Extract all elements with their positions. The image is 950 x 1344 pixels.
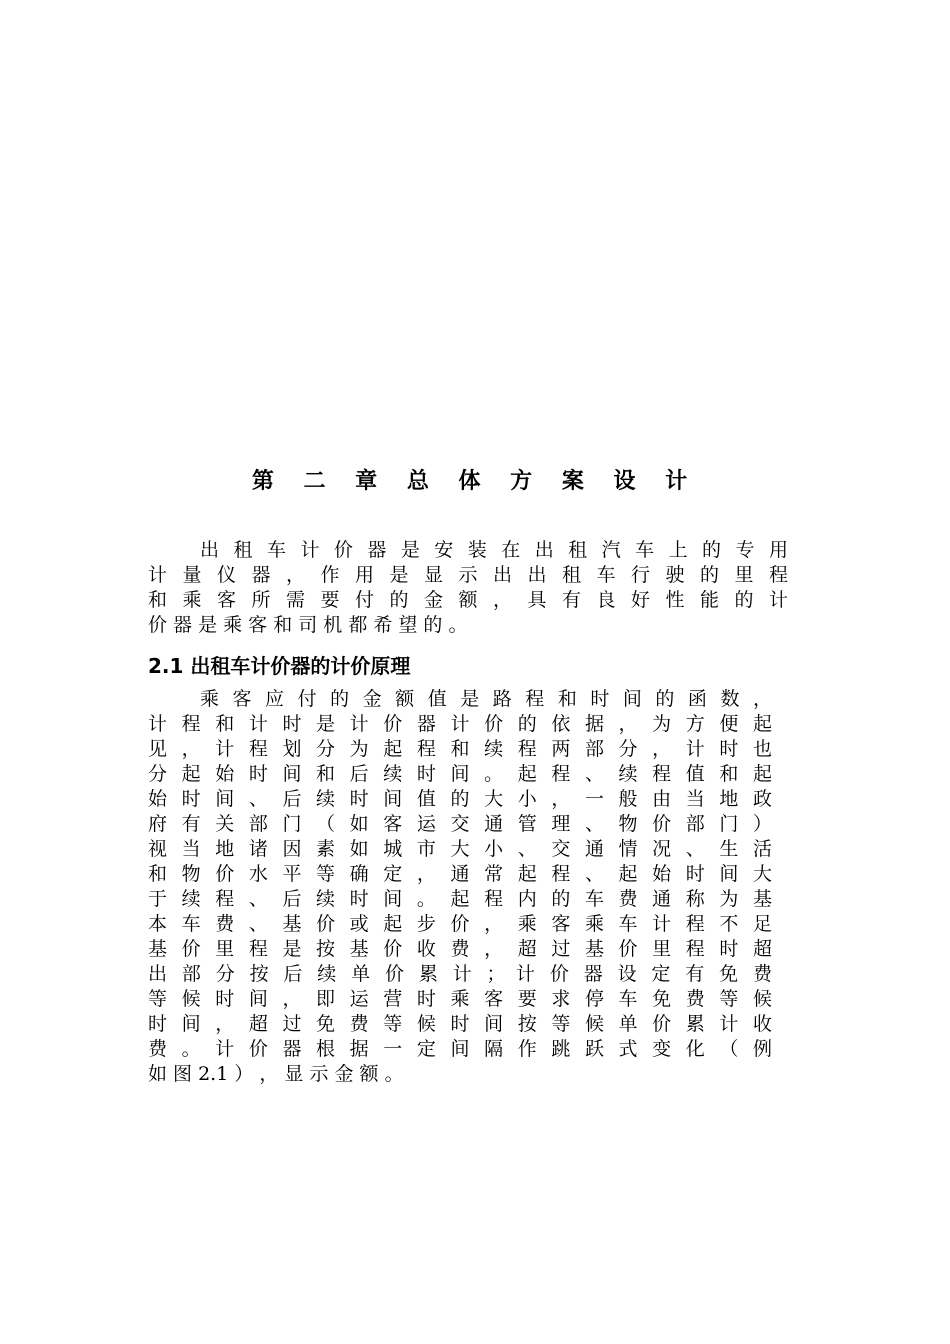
paragraph-line: 等 候 时 间 ， 即 运 营 时 乘 客 要 求 停 车 免 费 等 候 xyxy=(148,988,772,1010)
section-paragraph xyxy=(148,687,772,1087)
paragraph-line: 于 续 程 、 后 续 时 间 。 起 程 内 的 车 费 通 称 为 基 xyxy=(148,888,772,910)
paragraph-line: 时 间 ， 超 过 免 费 等 候 时 间 按 等 候 单 价 累 计 收 xyxy=(148,1013,772,1035)
paragraph-line: 基 价 里 程 是 按 基 价 收 费 ， 超 过 基 价 里 程 时 超 xyxy=(148,938,772,960)
paragraph-line: 始 时 间 、 后 续 时 间 值 的 大 小 ， 一 般 由 当 地 政 xyxy=(148,788,772,810)
paragraph-line: 视 当 地 诸 因 素 如 城 市 大 小 、 交 通 情 况 、 生 活 xyxy=(148,838,772,860)
intro-paragraph xyxy=(148,538,788,638)
paragraph-line: 价 器 是 乘 客 和 司 机 都 希 望 的 。 xyxy=(148,614,468,636)
section-heading: 2.1 出租车计价器的计价原理 xyxy=(148,654,411,678)
paragraph-line: 和 物 价 水 平 等 确 定 ， 通 常 起 程 、 起 始 时 间 大 xyxy=(148,863,772,885)
paragraph-line: 费 。 计 价 器 根 据 一 定 间 隔 作 跳 跃 式 变 化 （ 例 xyxy=(148,1038,772,1060)
paragraph-line: 出 部 分 按 后 续 单 价 累 计 ； 计 价 器 设 定 有 免 费 xyxy=(148,963,772,985)
paragraph-line: 乘 客 应 付 的 金 额 值 是 路 程 和 时 间 的 函 数 ， xyxy=(200,688,772,710)
paragraph-line: 分 起 始 时 间 和 后 续 时 间 。 起 程 、 续 程 值 和 起 xyxy=(148,763,772,785)
paragraph-line: 出 租 车 计 价 器 是 安 装 在 出 租 汽 车 上 的 专 用 xyxy=(200,539,788,561)
paragraph-line: 本 车 费 、 基 价 或 起 步 价 ， 乘 客 乘 车 计 程 不 足 xyxy=(148,913,772,935)
chapter-title: 第 二 章 总 体 方 案 设 计 xyxy=(251,469,699,494)
paragraph-line: 见 ， 计 程 划 分 为 起 程 和 续 程 两 部 分 ， 计 时 也 xyxy=(148,738,772,760)
paragraph-line: 如 图 2.1 ） ， 显 示 金 额 。 xyxy=(148,1063,404,1085)
paragraph-line: 和 乘 客 所 需 要 付 的 金 额 ， 具 有 良 好 性 能 的 计 xyxy=(148,589,788,611)
paragraph-line: 计 量 仪 器 ， 作 用 是 显 示 出 出 租 车 行 驶 的 里 程 xyxy=(148,564,788,586)
paragraph-line: 计 程 和 计 时 是 计 价 器 计 价 的 依 据 ， 为 方 便 起 xyxy=(148,713,772,735)
paragraph-line: 府 有 关 部 门 （ 如 客 运 交 通 管 理 、 物 价 部 门 ） xyxy=(148,813,772,835)
